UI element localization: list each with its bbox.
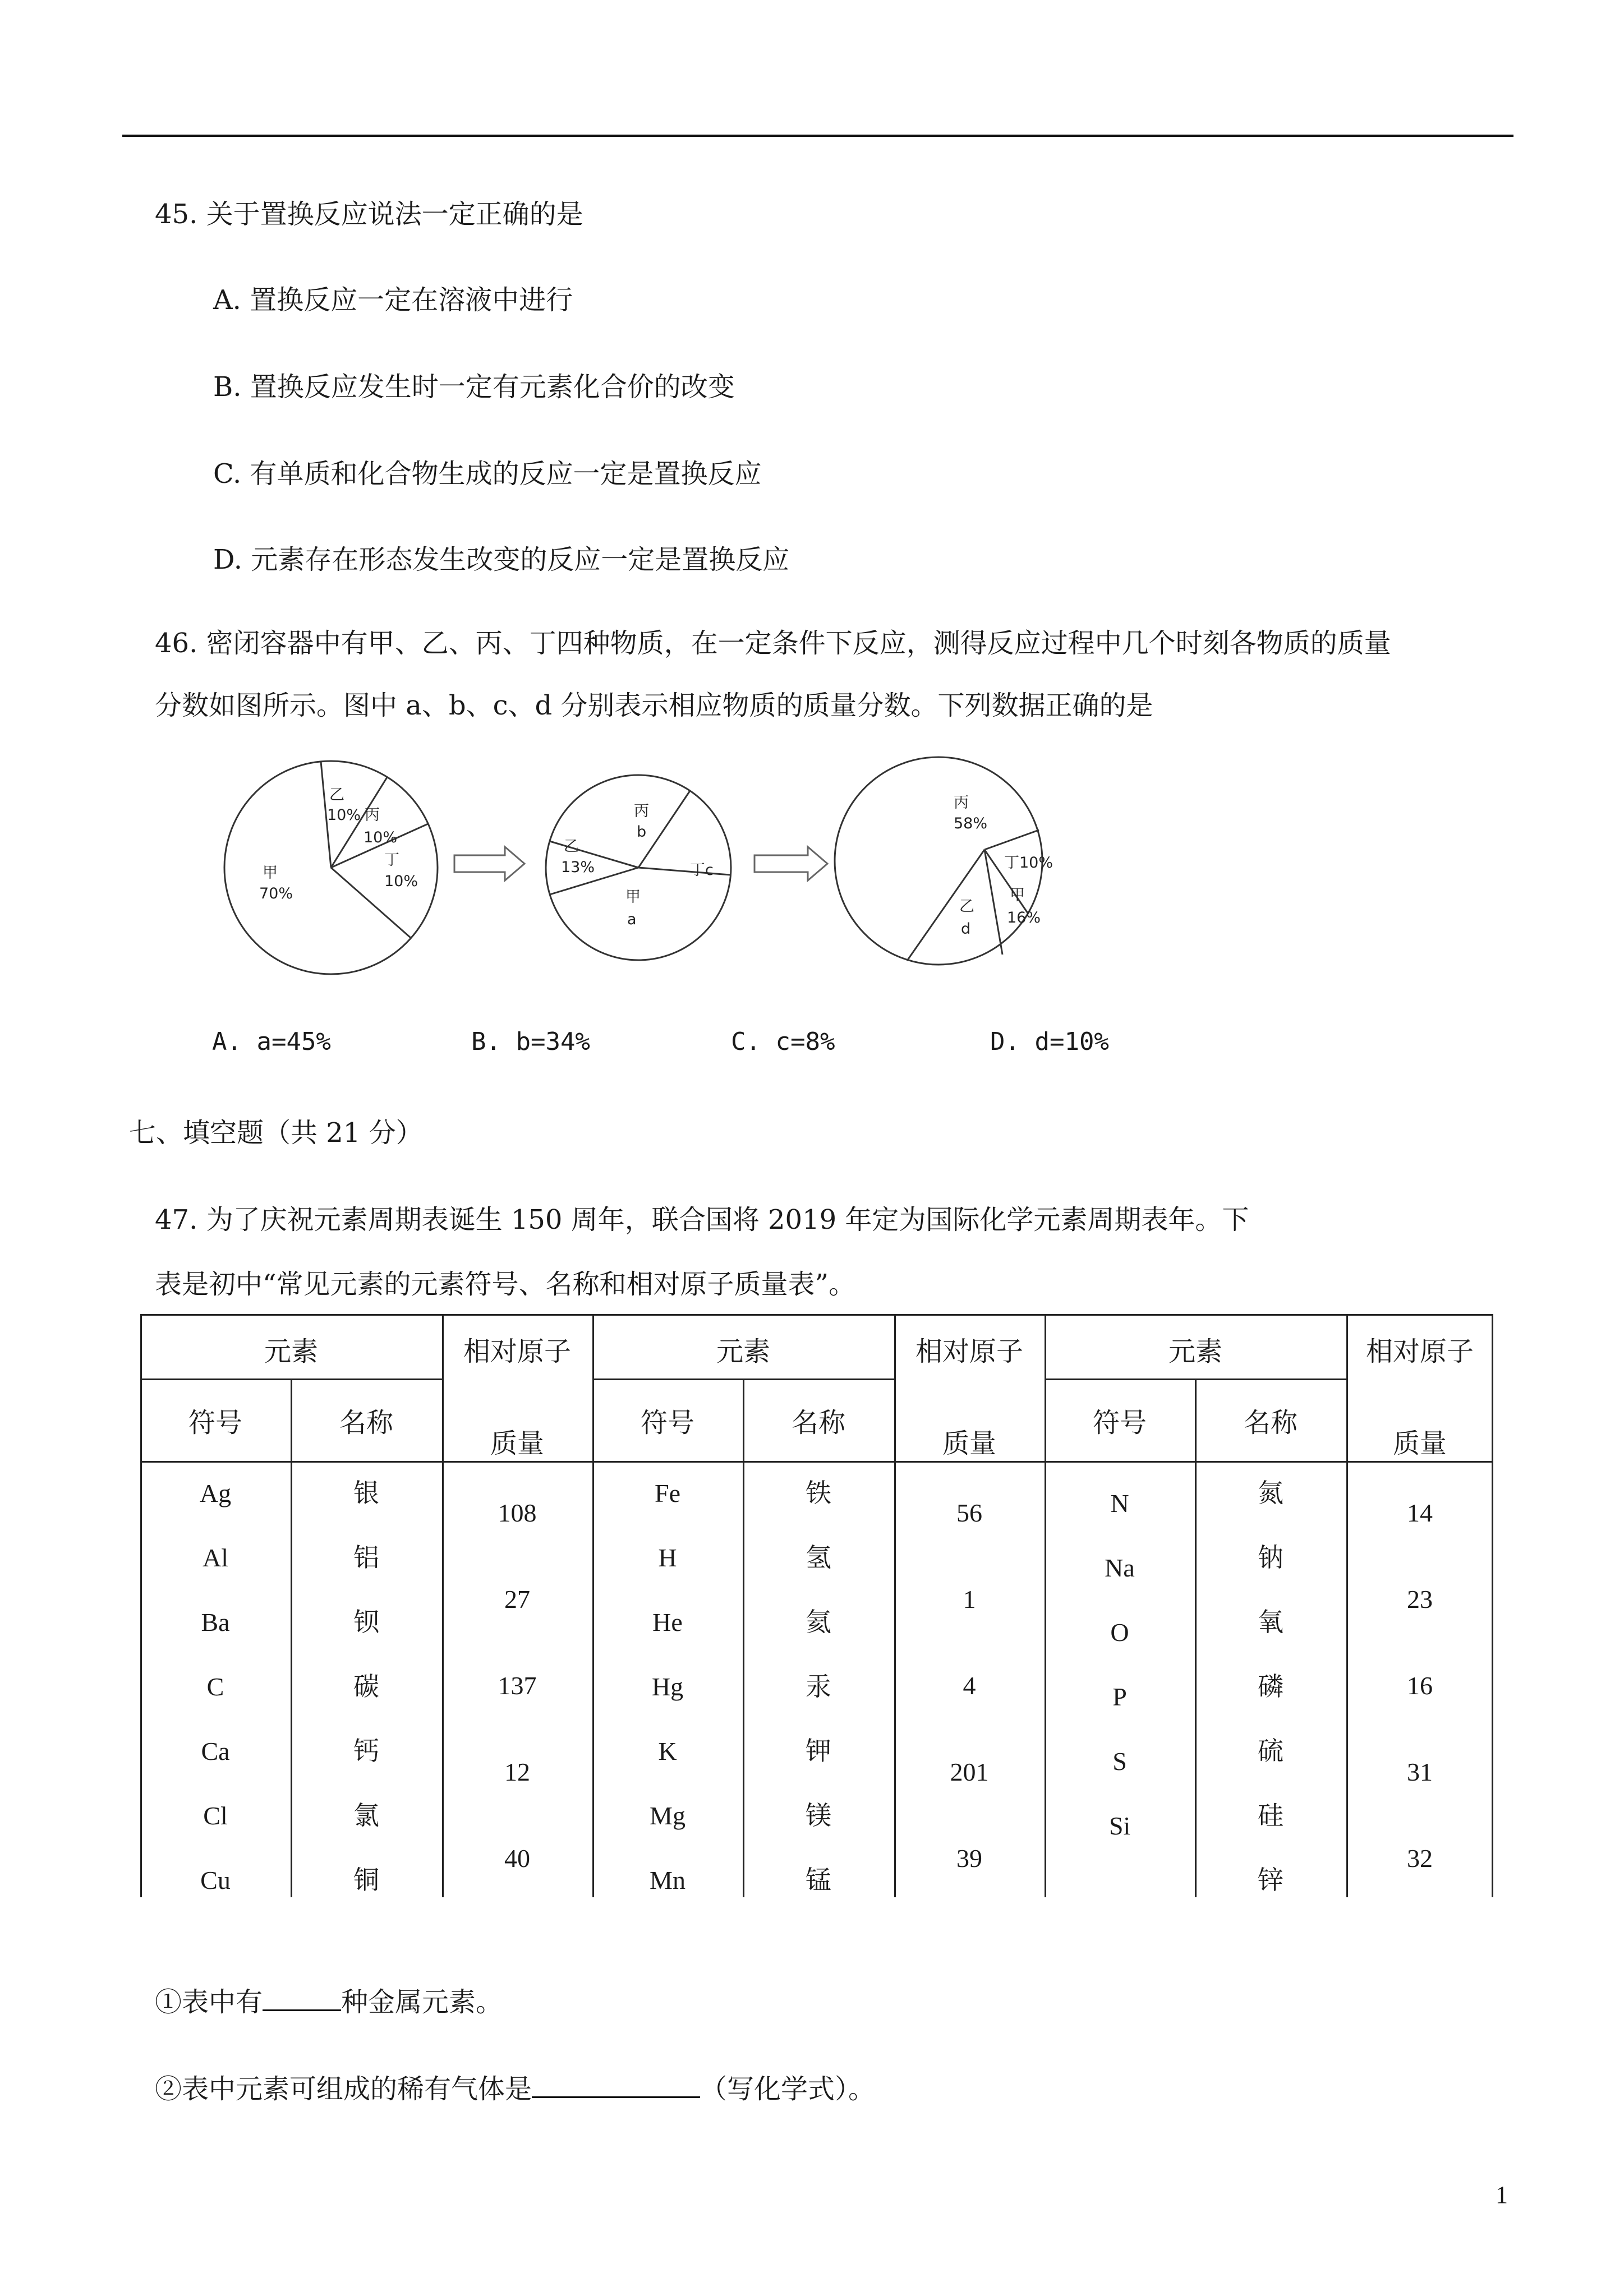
masses-col-1: 108 27 137 12 40 xyxy=(498,1499,537,1873)
symbols-col-1: Ag Al Ba C Ca Cl Cu xyxy=(199,1479,232,1894)
pie-chart-1 xyxy=(224,761,438,974)
masses-col-3: 14 23 16 31 32 xyxy=(1407,1499,1433,1873)
answer-blank-2[interactable] xyxy=(532,2069,700,2098)
symbols-col-3: N Na O P S Si xyxy=(1105,1489,1135,1840)
arrow-right-icon xyxy=(454,847,525,880)
header-mass-top-3: 相对原子 xyxy=(1365,1336,1474,1367)
pie2-label-bing: 丙 xyxy=(634,803,649,820)
q47-stem-line1: 47. 为了庆祝元素周期表诞生 150 周年，联合国将 2019 年定为国际化学元素周期表年。下 xyxy=(155,1204,1249,1235)
header-rule xyxy=(122,135,1513,137)
pie1-value-jia: 70% xyxy=(259,885,293,902)
pie3-value-yi: d xyxy=(961,920,971,938)
table-body xyxy=(140,1461,1493,1897)
q47-sub2-prefix: ②表中元素可组成的稀有气体是 xyxy=(155,2073,532,2105)
pie-chart-3 xyxy=(835,757,1053,965)
header-mass-bottom-2: 质量 xyxy=(942,1428,996,1459)
header-element-2: 元素 xyxy=(716,1336,770,1367)
pie3-label-yi: 乙 xyxy=(959,898,974,915)
pie3-label-jia: 甲 xyxy=(1010,887,1025,904)
pie-figure xyxy=(213,751,1133,987)
pie1-label-jia: 甲 xyxy=(263,864,278,882)
pie1-value-yi: 10% xyxy=(327,806,361,824)
header-mass-top-1: 相对原子 xyxy=(463,1336,571,1367)
q46-option-b: B. b=34% xyxy=(471,1027,590,1056)
q47-sub2 xyxy=(155,2069,875,2106)
pie1-label-ding: 丁 xyxy=(384,851,399,869)
header-element-3: 元素 xyxy=(1168,1336,1222,1367)
masses-col-2: 56 1 4 201 39 xyxy=(950,1499,989,1873)
pie3-label-ding: 丁10% xyxy=(1004,854,1053,872)
pie2-label-yi: 乙 xyxy=(564,838,579,855)
pie3-label-bing: 丙 xyxy=(954,794,969,812)
q46-stem-line2: 分数如图所示。图中 a、b、c、d 分别表示相应物质的质量分数。下列数据正确的是 xyxy=(155,690,1153,721)
q45-option-c: C. 有单质和化合物生成的反应一定是置换反应 xyxy=(213,458,762,490)
q45-option-a: A. 置换反应一定在溶液中进行 xyxy=(213,284,573,316)
q45-option-b: B. 置换反应发生时一定有元素化合价的改变 xyxy=(213,371,735,403)
arrow-right-icon xyxy=(755,847,827,880)
pie2-value-bing: b xyxy=(637,823,647,841)
q47-sub1-prefix: ①表中有 xyxy=(155,1986,263,2018)
pie1-label-yi: 乙 xyxy=(329,786,344,804)
q47-sub2-suffix: （写化学式）。 xyxy=(700,2073,876,2105)
header-element-1: 元素 xyxy=(264,1336,318,1367)
q46-stem-line1: 46. 密闭容器中有甲、乙、丙、丁四种物质，在一定条件下反应，测得反应过程中几个时刻各物质的质量 xyxy=(155,628,1391,659)
pie1-label-bing: 丙 xyxy=(365,806,380,824)
q45-option-d: D. 元素存在形态发生改变的反应一定是置换反应 xyxy=(213,544,790,575)
symbols-col-2: Fe H He Hg K Mg Mn xyxy=(650,1479,686,1894)
header-symbol-1: 符号 xyxy=(188,1407,242,1439)
element-table xyxy=(140,1314,1493,1897)
q46-option-c: C. c=8% xyxy=(731,1027,835,1056)
pie2-label-jia: 甲 xyxy=(625,888,641,906)
pie3-value-jia: 16% xyxy=(1007,909,1041,926)
names-col-3: 氮 钠 氧 磷 硫 硅 锌 xyxy=(1258,1479,1283,1894)
q47-sub1-suffix: 种金属元素。 xyxy=(341,1986,503,2018)
q46-option-a: A. a=45% xyxy=(212,1027,331,1056)
header-mass-top-2: 相对原子 xyxy=(915,1336,1023,1367)
pie1-value-ding: 10% xyxy=(384,873,418,890)
pie3-value-bing: 58% xyxy=(954,815,988,832)
q47-sub1 xyxy=(155,1983,503,2019)
pie-chart-2 xyxy=(546,775,731,960)
header-name-2: 名称 xyxy=(791,1407,845,1439)
q45-stem: 45. 关于置换反应说法一定正确的是 xyxy=(155,199,583,230)
names-col-2: 铁 氢 氦 汞 钾 镁 锰 xyxy=(806,1479,831,1894)
answer-blank-1[interactable] xyxy=(263,1983,341,2011)
pie2-label-ding: 丁c xyxy=(690,861,714,879)
header-name-1: 名称 xyxy=(339,1407,393,1439)
pie1-value-bing: 10% xyxy=(364,829,398,846)
header-mass-bottom-3: 质量 xyxy=(1392,1428,1447,1459)
q47-stem-line2: 表是初中“常见元素的元素符号、名称和相对原子质量表”。 xyxy=(155,1269,856,1300)
header-symbol-2: 符号 xyxy=(640,1407,694,1439)
names-col-1: 银 铝 钡 碳 钙 氯 铜 xyxy=(353,1479,379,1894)
header-mass-bottom-1: 质量 xyxy=(490,1428,544,1459)
header-name-3: 名称 xyxy=(1243,1407,1298,1439)
header-symbol-3: 符号 xyxy=(1092,1407,1147,1439)
page-number: 1 xyxy=(1496,2181,1508,2209)
q46-option-d: D. d=10% xyxy=(990,1027,1109,1056)
pie2-value-yi: 13% xyxy=(561,859,595,876)
section-heading: 七、填空题（共 21 分） xyxy=(129,1117,423,1149)
pie2-value-jia: a xyxy=(627,911,637,928)
